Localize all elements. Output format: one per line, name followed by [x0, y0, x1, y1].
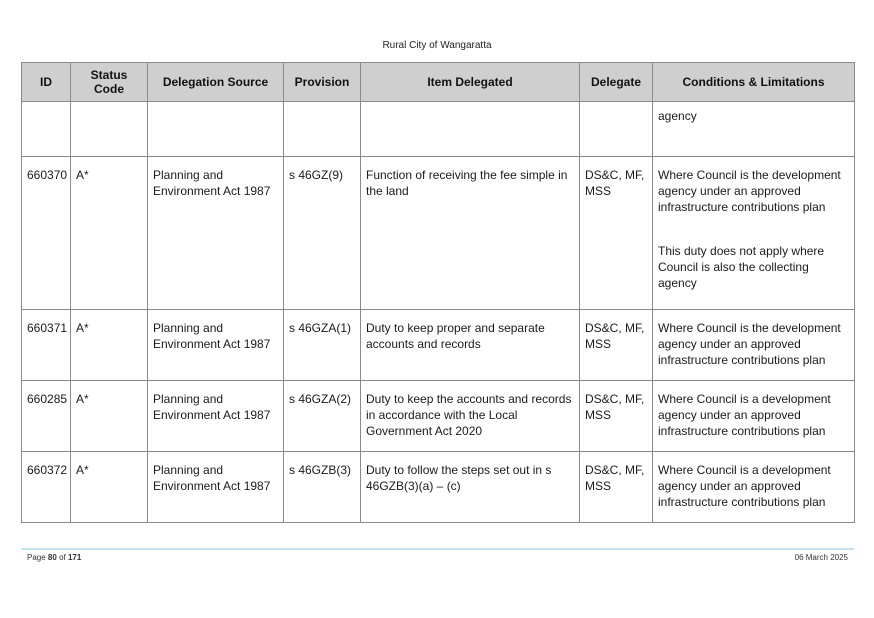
column-header-conditions: Conditions & Limitations	[653, 63, 855, 102]
delegations-table	[21, 62, 855, 523]
cell-delegation-source: Planning and Environment Act 1987	[148, 310, 284, 381]
cell-delegate: DS&C, MF, MSS	[580, 157, 653, 310]
cell-delegation-source: Planning and Environment Act 1987	[148, 157, 284, 310]
page-of: of	[59, 553, 66, 562]
table-row	[22, 452, 855, 523]
condition-text: Where Council is the development agency under an approved infrastructure contributions plan	[658, 321, 841, 367]
cell-status-code: A*	[71, 381, 148, 452]
column-header-status-code: Status Code	[71, 63, 148, 102]
condition-text: agency	[658, 109, 697, 123]
cell-id: 660372	[22, 452, 71, 523]
page-number	[27, 553, 81, 562]
condition-text: Where Council is a development agency under an approved infrastructure contributions plan	[658, 463, 831, 509]
cell-id	[22, 102, 71, 157]
cell-item-delegated: Duty to follow the steps set out in s 46GZB(3)(a) – (c)	[361, 452, 580, 523]
cell-provision: s 46GZB(3)	[284, 452, 361, 523]
column-header-item-delegated: Item Delegated	[361, 63, 580, 102]
table-row	[22, 310, 855, 381]
column-header-delegate: Delegate	[580, 63, 653, 102]
cell-conditions	[653, 310, 855, 381]
cell-item-delegated	[361, 102, 580, 157]
cell-delegation-source	[148, 102, 284, 157]
condition-text: This duty does not apply where Council is also the collecting agency	[658, 244, 825, 290]
cell-status-code: A*	[71, 452, 148, 523]
cell-delegate: DS&C, MF, MSS	[580, 381, 653, 452]
cell-provision: s 46GZ(9)	[284, 157, 361, 310]
cell-status-code: A*	[71, 310, 148, 381]
table-row	[22, 102, 855, 157]
cell-delegate: DS&C, MF, MSS	[580, 452, 653, 523]
cell-provision	[284, 102, 361, 157]
column-header-delegation-source: Delegation Source	[148, 63, 284, 102]
cell-provision: s 46GZA(1)	[284, 310, 361, 381]
cell-provision: s 46GZA(2)	[284, 381, 361, 452]
cell-conditions	[653, 157, 855, 310]
document-date: 06 March 2025	[794, 553, 848, 562]
table-row	[22, 381, 855, 452]
page-current: 80	[47, 553, 57, 562]
cell-conditions	[653, 452, 855, 523]
document-header-title: Rural City of Wangaratta	[382, 40, 492, 51]
cell-id: 660285	[22, 381, 71, 452]
condition-text: Where Council is a development agency under an approved infrastructure contributions plan	[658, 392, 831, 438]
footer-divider	[21, 548, 854, 550]
cell-item-delegated: Duty to keep proper and separate accounts and records	[361, 310, 580, 381]
page-total: 171	[67, 553, 82, 562]
table-header-row	[22, 63, 855, 102]
cell-status-code	[71, 102, 148, 157]
condition-text: Where Council is the development agency under an approved infrastructure contributions plan	[658, 168, 841, 214]
table-row	[22, 157, 855, 310]
cell-delegate: DS&C, MF, MSS	[580, 310, 653, 381]
cell-status-code: A*	[71, 157, 148, 310]
page-prefix: Page	[27, 553, 46, 562]
cell-delegation-source: Planning and Environment Act 1987	[148, 381, 284, 452]
cell-conditions	[653, 381, 855, 452]
cell-id: 660371	[22, 310, 71, 381]
cell-delegate	[580, 102, 653, 157]
cell-item-delegated: Function of receiving the fee simple in the land	[361, 157, 580, 310]
cell-id: 660370	[22, 157, 71, 310]
column-header-id: ID	[22, 63, 71, 102]
cell-item-delegated: Duty to keep the accounts and records in accordance with the Local Government Act 2020	[361, 381, 580, 452]
cell-conditions	[653, 102, 855, 157]
column-header-provision: Provision	[284, 63, 361, 102]
cell-delegation-source: Planning and Environment Act 1987	[148, 452, 284, 523]
